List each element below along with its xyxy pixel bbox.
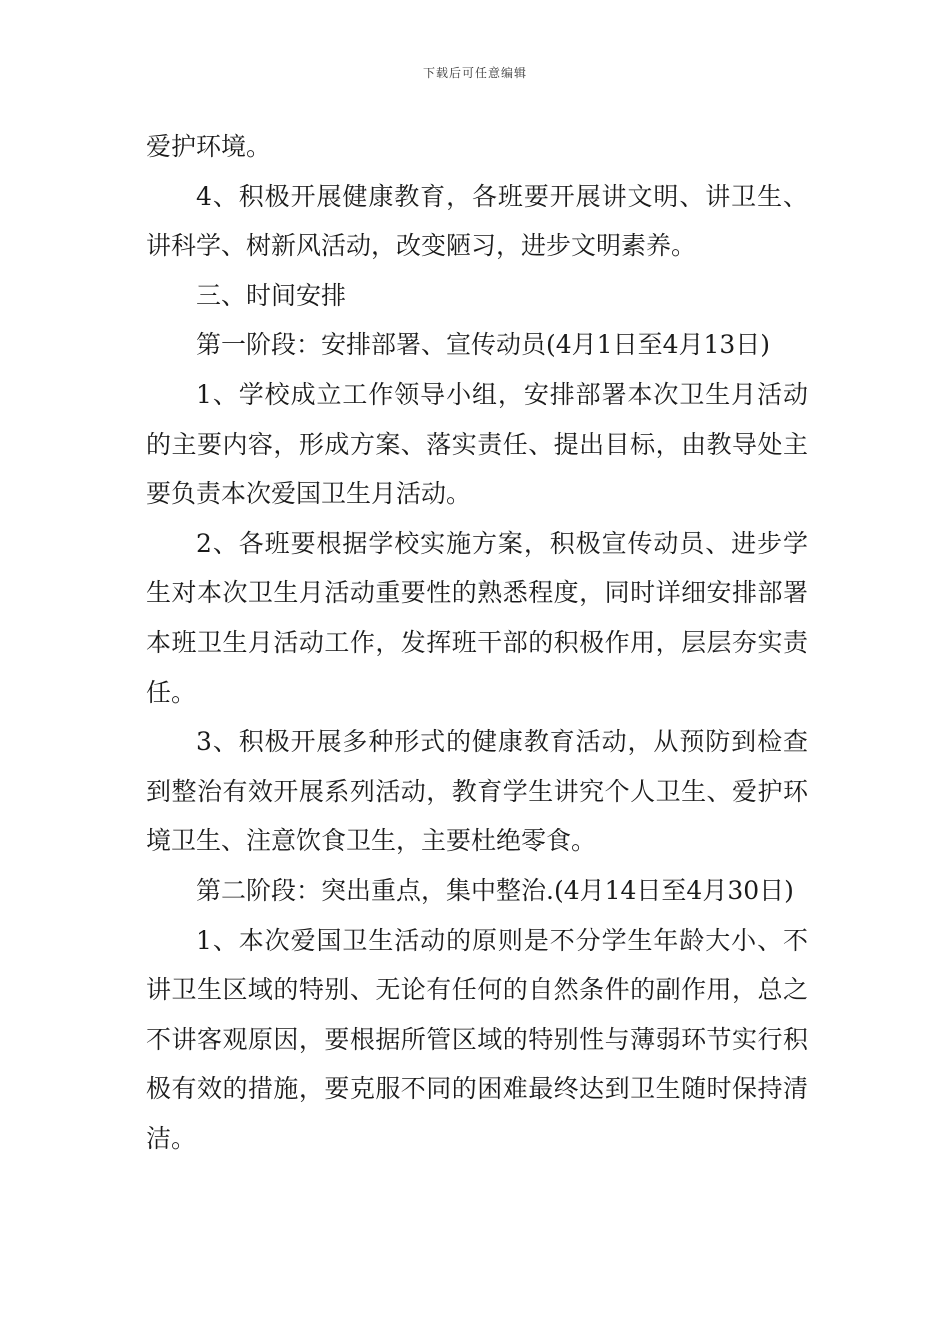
- section-heading-schedule: 三、时间安排: [196, 280, 347, 310]
- phase-two-heading: 第二阶段：突出重点，集中整治.(4月14日至4月30日): [196, 875, 794, 905]
- page-header: 下载后可任意编辑: [422, 66, 527, 80]
- phase-one-item-1: 1、学校成立工作领导小组，安排部署本次卫生月活动的主要内容，形成方案、落实责任、提出目标，由教导处主要负责本次爱国卫生月活动。: [146, 379, 808, 509]
- paragraph-item-4: 4、积极开展健康教育，各班要开展讲文明、讲卫生、讲科学、树新风活动，改变陋习，进步文明素养。: [146, 181, 808, 261]
- document-body: [146, 122, 808, 1163]
- phase-one-heading: 第一阶段：安排部署、宣传动员(4月1日至4月13日): [196, 330, 771, 360]
- paragraph-continuation: 爱护环境。: [146, 132, 272, 161]
- phase-one-item-3: 3、积极开展多种形式的健康教育活动，从预防到检查到整治有效开展系列活动，教育学生讲究个人卫生、爱护环境卫生、注意饮食卫生，主要杜绝零食。: [146, 727, 808, 856]
- phase-one-item-2: 2、各班要根据学校实施方案，积极宣传动员、进步学生对本次卫生月活动重要性的熟悉程度，同时详细安排部署本班卫生月活动工作，发挥班干部的积极作用，层层夯实责任。: [146, 528, 808, 707]
- phase-two-item-1: 1、本次爱国卫生活动的原则是不分学生年龄大小、不讲卫生区域的特别、无论有任何的自然条件的副作用，总之不讲客观原因，要根据所管区域的特别性与薄弱环节实行积极有效的措施，要克服不同的困难最终达到卫生随时保持清洁。: [146, 925, 808, 1153]
